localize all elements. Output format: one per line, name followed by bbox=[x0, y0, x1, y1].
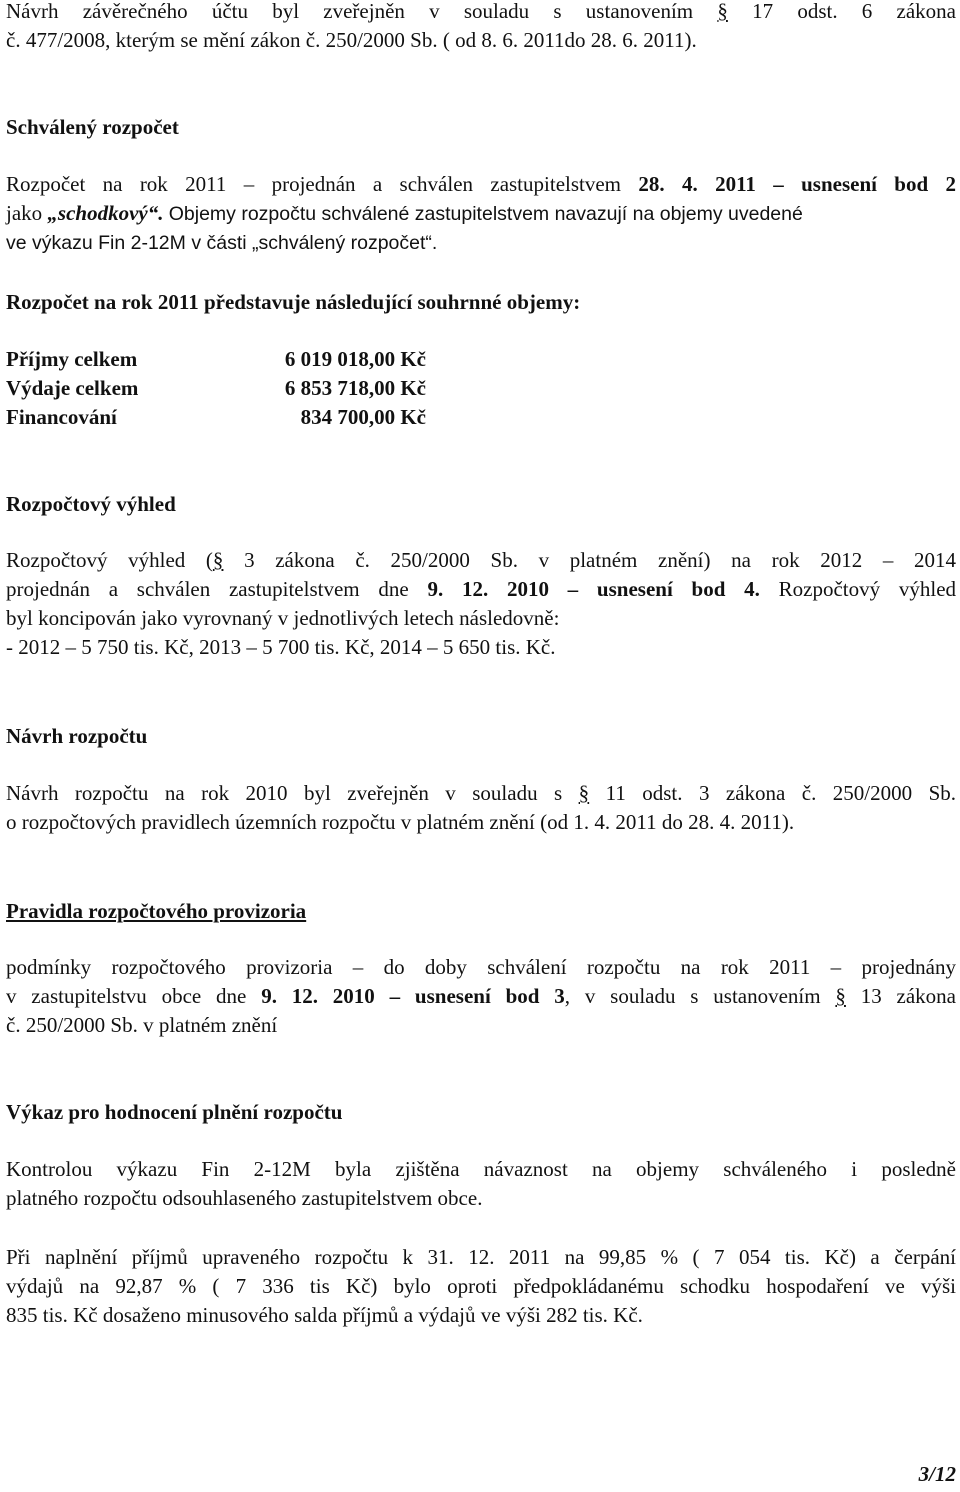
report-line-2: platného rozpočtu odsouhlaseného zastupitelstvem obce. bbox=[6, 1186, 483, 1210]
outlook-line-2: projednán a schválen zastupitelstvem dne 9. 12. 2010 – usnesení bod 4. Rozpočtový výhled bbox=[6, 577, 956, 601]
proposal-paragraph bbox=[6, 779, 956, 837]
approved-line-2: jako „schodkový“. Objemy rozpočtu schválené zastupitelstvem navazují na objemy uvedené bbox=[6, 201, 803, 225]
page-number: 3/12 bbox=[918, 1462, 956, 1486]
intro-paragraph bbox=[6, 0, 956, 55]
provisional-paragraph bbox=[6, 953, 956, 1040]
paragraph-sign: § bbox=[212, 548, 224, 572]
report-paragraph-1 bbox=[6, 1155, 956, 1213]
summary-table bbox=[6, 345, 956, 432]
provisional-line-2: v zastupitelstvu obce dne 9. 12. 2010 – usnesení bod 3, v souladu s ustanovením § 13 zákona bbox=[6, 984, 956, 1008]
report-paragraph-2 bbox=[6, 1243, 956, 1330]
proposal-line-2: o rozpočtových pravidlech územních rozpočtu v platném znění (od 1. 4. 2011 do 28. 4. 2011). bbox=[6, 810, 795, 834]
proposal-line-1: Návrh rozpočtu na rok 2010 byl zveřejněn v souladu s § 11 odst. 3 zákona č. 250/2000 Sb. bbox=[6, 781, 956, 805]
outlook-line-3: byl koncipován jako vyrovnaný v jednotlivých letech následovně: bbox=[6, 606, 560, 630]
report-line-5: 835 tis. Kč dosaženo minusového salda příjmů a výdajů ve výši 282 tis. Kč. bbox=[6, 1303, 643, 1327]
summary-intro: Rozpočet na rok 2011 představuje následující souhrnné objemy: bbox=[6, 290, 581, 314]
provisional-line-3: č. 250/2000 Sb. v platném znění bbox=[6, 1013, 278, 1037]
outlook-line-4: - 2012 – 5 750 tis. Kč, 2013 – 5 700 tis. Kč, 2014 – 5 650 tis. Kč. bbox=[6, 635, 556, 659]
report-line-4: výdajů na 92,87 % ( 7 336 tis Kč) bylo oproti předpokládanému schodku hospodaření ve výši bbox=[6, 1274, 956, 1298]
report-line-3: Při naplnění příjmů upraveného rozpočtu k 31. 12. 2011 na 99,85 % ( 7 054 tis. Kč) a čerpání bbox=[6, 1245, 956, 1269]
summary-row: Příjmy celkem 6 019 018,00 Kč bbox=[6, 347, 426, 371]
intro-line-2: č. 477/2008, kterým se mění zákon č. 250/2000 Sb. ( od 8. 6. 2011do 28. 6. 2011). bbox=[6, 28, 697, 52]
provisional-line-1: podmínky rozpočtového provizoria – do doby schválení rozpočtu na rok 2011 – projednány bbox=[6, 955, 956, 979]
proposal-heading: Návrh rozpočtu bbox=[6, 724, 148, 748]
approved-heading: Schválený rozpočet bbox=[6, 115, 179, 139]
intro-line-1: Návrh závěrečného účtu byl zveřejněn v souladu s ustanovením § 17 odst. 6 zákona bbox=[6, 0, 956, 23]
outlook-heading: Rozpočtový výhled bbox=[6, 492, 176, 516]
paragraph-sign: § bbox=[578, 781, 590, 805]
approved-paragraph bbox=[6, 170, 956, 258]
paragraph-sign: § bbox=[717, 0, 728, 23]
summary-row: Výdaje celkem 6 853 718,00 Kč bbox=[6, 376, 426, 400]
outlook-line-1: Rozpočtový výhled (§ 3 zákona č. 250/2000 Sb. v platném znění) na rok 2012 – 2014 bbox=[6, 548, 956, 572]
report-heading: Výkaz pro hodnocení plnění rozpočtu bbox=[6, 1100, 343, 1124]
outlook-paragraph bbox=[6, 546, 956, 662]
provisional-heading: Pravidla rozpočtového provizoria bbox=[6, 899, 307, 923]
report-line-1: Kontrolou výkazu Fin 2-12M byla zjištěna návaznost na objemy schváleného i posledně bbox=[6, 1157, 956, 1181]
approved-line-1: Rozpočet na rok 2011 – projednán a schválen zastupitelstvem 28. 4. 2011 – usnesení bod 2 bbox=[6, 172, 956, 196]
paragraph-sign: § bbox=[835, 984, 846, 1008]
approved-line-3: ve výkazu Fin 2-12M v části „schválený rozpočet“. bbox=[6, 232, 438, 254]
summary-row: Financování 834 700,00 Kč bbox=[6, 405, 426, 429]
